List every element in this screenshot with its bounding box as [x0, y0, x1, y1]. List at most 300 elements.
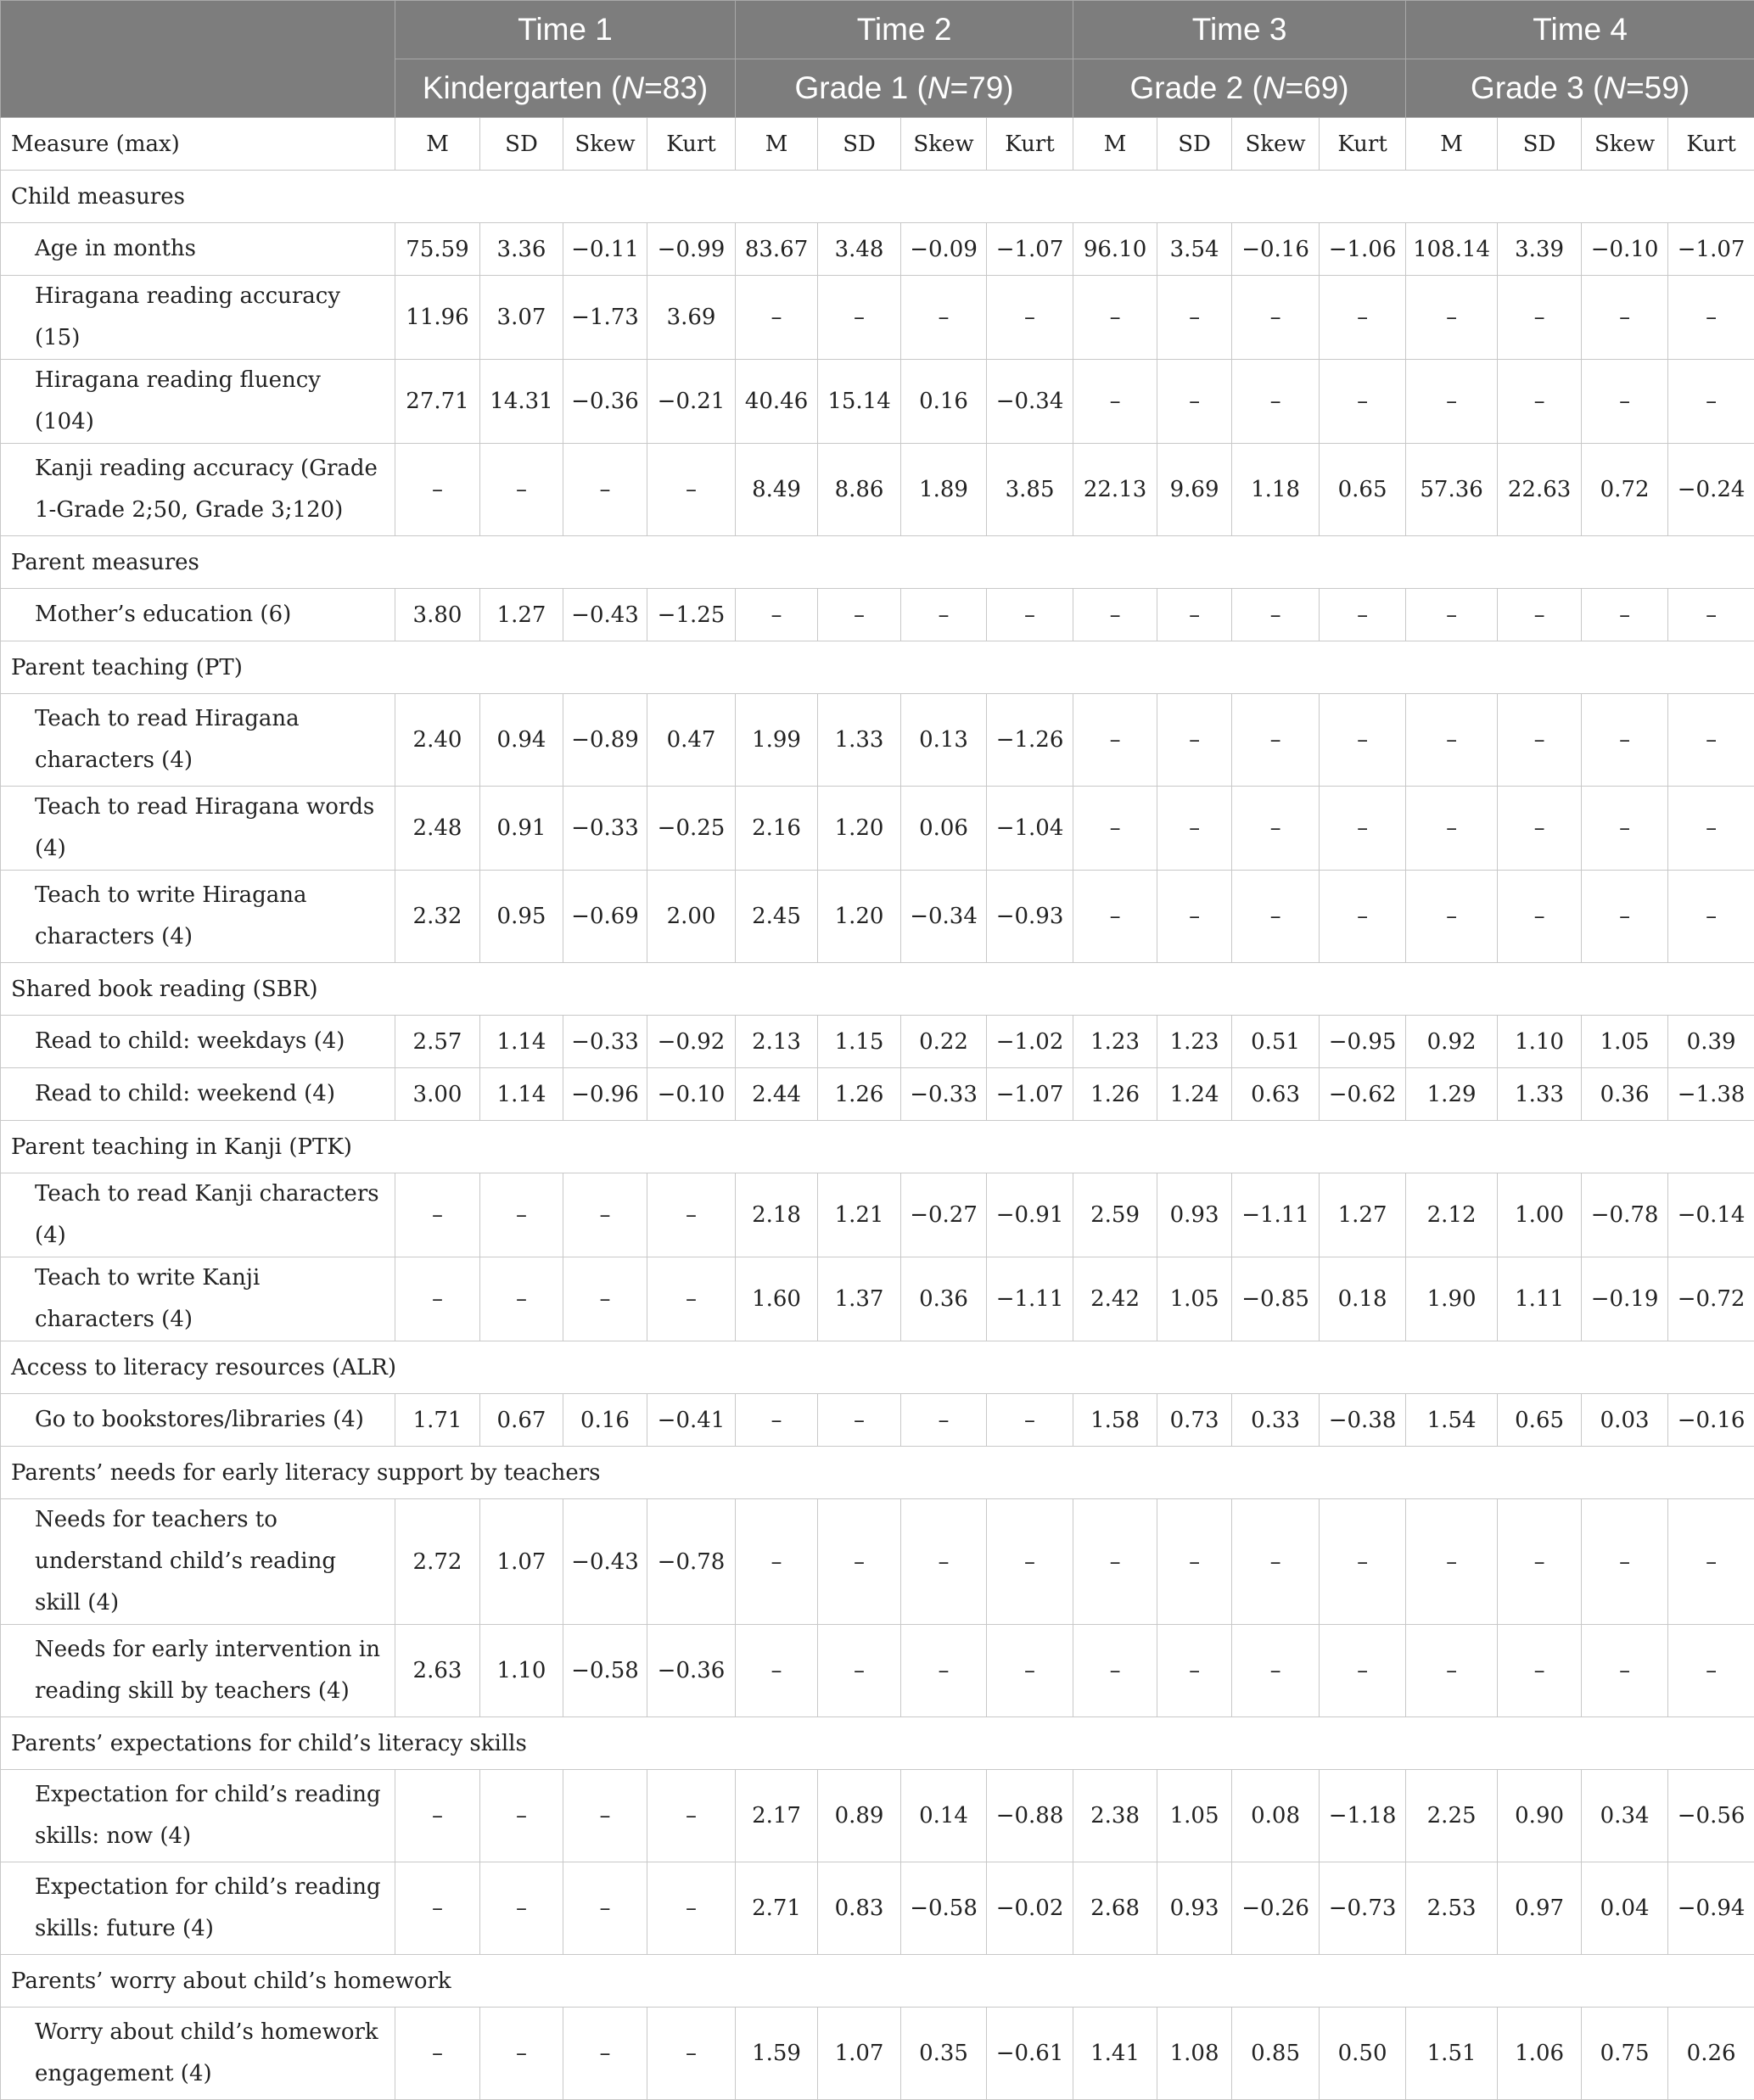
value-cell: 2.68 — [1073, 1862, 1157, 1955]
value-cell: −1.73 — [563, 276, 647, 360]
value-cell: – — [987, 276, 1073, 360]
value-cell: – — [647, 1257, 736, 1341]
value-cell: – — [818, 1625, 901, 1717]
value-cell: −0.94 — [1668, 1862, 1754, 1955]
section-heading: Parent measures — [1, 536, 1754, 589]
value-cell: 1.59 — [736, 2008, 818, 2100]
stat-header-m: M — [1073, 118, 1157, 171]
value-cell: – — [480, 1862, 563, 1955]
value-cell: – — [395, 1173, 480, 1257]
value-cell: 0.72 — [1582, 444, 1668, 536]
value-cell: 75.59 — [395, 223, 480, 276]
value-cell: – — [1073, 694, 1157, 787]
value-cell: – — [647, 2008, 736, 2100]
stat-header-kurt: Kurt — [1320, 118, 1406, 171]
time-header-2: Time 2 — [736, 1, 1073, 59]
value-cell: – — [563, 1862, 647, 1955]
value-cell: −0.58 — [901, 1862, 987, 1955]
value-cell: – — [1073, 1625, 1157, 1717]
value-cell: 1.33 — [818, 694, 901, 787]
value-cell: −0.41 — [647, 1394, 736, 1447]
value-cell: – — [1582, 360, 1668, 444]
value-cell: – — [647, 444, 736, 536]
value-cell: −0.34 — [987, 360, 1073, 444]
value-cell: – — [647, 1173, 736, 1257]
value-cell: −0.09 — [901, 223, 987, 276]
value-cell: 1.37 — [818, 1257, 901, 1341]
value-cell: 3.07 — [480, 276, 563, 360]
value-cell: −0.61 — [987, 2008, 1073, 2100]
value-cell: −1.07 — [987, 223, 1073, 276]
value-cell: −0.91 — [987, 1173, 1073, 1257]
value-cell: 1.05 — [1582, 1016, 1668, 1068]
value-cell: – — [1498, 871, 1582, 963]
value-cell: 0.08 — [1232, 1770, 1320, 1862]
value-cell: 1.29 — [1406, 1068, 1498, 1121]
value-cell: 2.59 — [1073, 1173, 1157, 1257]
section-row — [1, 1955, 1754, 2008]
measure-label: Hiragana reading fluency (104) — [1, 360, 395, 444]
value-cell: – — [1406, 589, 1498, 641]
measure-label: Worry about child’s homework engagement (4) — [1, 2008, 395, 2100]
value-cell: – — [395, 1862, 480, 1955]
value-cell: 0.93 — [1157, 1862, 1232, 1955]
value-cell: 1.15 — [818, 1016, 901, 1068]
value-cell: 2.63 — [395, 1625, 480, 1717]
value-cell: 2.16 — [736, 787, 818, 871]
value-cell: 0.18 — [1320, 1257, 1406, 1341]
table-row — [1, 589, 1754, 641]
value-cell: – — [1232, 1499, 1320, 1625]
measure-label: Age in months — [1, 223, 395, 276]
measure-label: Expectation for child’s reading skills: future (4) — [1, 1862, 395, 1955]
value-cell: 0.16 — [901, 360, 987, 444]
table-row — [1, 694, 1754, 787]
section-row — [1, 1717, 1754, 1770]
value-cell: 1.14 — [480, 1016, 563, 1068]
table-row — [1, 223, 1754, 276]
value-cell: – — [563, 1173, 647, 1257]
value-cell: – — [480, 1770, 563, 1862]
value-cell: – — [1320, 787, 1406, 871]
measure-label: Needs for early intervention in reading skill by teachers (4) — [1, 1625, 395, 1717]
value-cell: 1.54 — [1406, 1394, 1498, 1447]
value-cell: – — [1498, 589, 1582, 641]
value-cell: – — [647, 1862, 736, 1955]
value-cell: – — [1232, 787, 1320, 871]
value-cell: 2.38 — [1073, 1770, 1157, 1862]
value-cell: −0.58 — [563, 1625, 647, 1717]
table-row — [1, 1770, 1754, 1862]
section-heading: Parents’ needs for early literacy support by teachers — [1, 1447, 1754, 1499]
value-cell: 2.44 — [736, 1068, 818, 1121]
value-cell: 2.17 — [736, 1770, 818, 1862]
value-cell: 0.85 — [1232, 2008, 1320, 2100]
value-cell: 14.31 — [480, 360, 563, 444]
value-cell: – — [1406, 360, 1498, 444]
measure-label: Teach to read Hiragana words (4) — [1, 787, 395, 871]
value-cell: 0.33 — [1232, 1394, 1320, 1447]
value-cell: – — [1232, 694, 1320, 787]
value-cell: – — [1073, 1499, 1157, 1625]
value-cell: 1.18 — [1232, 444, 1320, 536]
value-cell: 0.93 — [1157, 1173, 1232, 1257]
value-cell: – — [1668, 694, 1754, 787]
value-cell: 3.39 — [1498, 223, 1582, 276]
value-cell: – — [901, 1499, 987, 1625]
value-cell: – — [1668, 1625, 1754, 1717]
value-cell: −0.27 — [901, 1173, 987, 1257]
value-cell: 0.04 — [1582, 1862, 1668, 1955]
value-cell: 1.21 — [818, 1173, 901, 1257]
value-cell: – — [1582, 589, 1668, 641]
value-cell: −0.19 — [1582, 1257, 1668, 1341]
value-cell: 1.07 — [818, 2008, 901, 2100]
value-cell: 9.69 — [1157, 444, 1232, 536]
value-cell: −0.10 — [647, 1068, 736, 1121]
measure-column-header: Measure (max) — [1, 118, 395, 171]
measure-label: Read to child: weekdays (4) — [1, 1016, 395, 1068]
value-cell: – — [1498, 1625, 1582, 1717]
value-cell: 0.92 — [1406, 1016, 1498, 1068]
measure-label: Needs for teachers to understand child’s reading skill (4) — [1, 1499, 395, 1625]
value-cell: 1.27 — [1320, 1173, 1406, 1257]
value-cell: – — [1073, 360, 1157, 444]
value-cell: −0.16 — [1232, 223, 1320, 276]
value-cell: 1.07 — [480, 1499, 563, 1625]
value-cell: 1.00 — [1498, 1173, 1582, 1257]
value-cell: 2.32 — [395, 871, 480, 963]
value-cell: – — [1232, 360, 1320, 444]
section-heading: Parents’ worry about child’s homework — [1, 1955, 1754, 2008]
value-cell: 57.36 — [1406, 444, 1498, 536]
value-cell: – — [1157, 1625, 1232, 1717]
value-cell: – — [1232, 276, 1320, 360]
value-cell: −0.92 — [647, 1016, 736, 1068]
value-cell: – — [1157, 589, 1232, 641]
section-row — [1, 1121, 1754, 1173]
value-cell: – — [987, 1394, 1073, 1447]
value-cell: 0.06 — [901, 787, 987, 871]
value-cell: −0.33 — [563, 787, 647, 871]
value-cell: 3.80 — [395, 589, 480, 641]
value-cell: 0.14 — [901, 1770, 987, 1862]
value-cell: −0.24 — [1668, 444, 1754, 536]
section-heading: Shared book reading (SBR) — [1, 963, 1754, 1016]
value-cell: 0.65 — [1498, 1394, 1582, 1447]
measure-label: Expectation for child’s reading skills: now (4) — [1, 1770, 395, 1862]
value-cell: −0.26 — [1232, 1862, 1320, 1955]
value-cell: – — [1157, 787, 1232, 871]
value-cell: – — [1232, 589, 1320, 641]
value-cell: – — [1320, 276, 1406, 360]
value-cell: 2.18 — [736, 1173, 818, 1257]
value-cell: – — [1320, 871, 1406, 963]
value-cell: – — [1232, 1625, 1320, 1717]
value-cell: 2.25 — [1406, 1770, 1498, 1862]
value-cell: 11.96 — [395, 276, 480, 360]
value-cell: −1.02 — [987, 1016, 1073, 1068]
table-row — [1, 1016, 1754, 1068]
value-cell: −1.18 — [1320, 1770, 1406, 1862]
section-row — [1, 1341, 1754, 1394]
table-row — [1, 787, 1754, 871]
value-cell: 0.36 — [1582, 1068, 1668, 1121]
table-row — [1, 2008, 1754, 2100]
measure-label: Read to child: weekend (4) — [1, 1068, 395, 1121]
value-cell: 1.89 — [901, 444, 987, 536]
value-cell: 1.26 — [818, 1068, 901, 1121]
value-cell: −0.93 — [987, 871, 1073, 963]
value-cell: 0.89 — [818, 1770, 901, 1862]
measure-label: Teach to read Kanji characters (4) — [1, 1173, 395, 1257]
value-cell: 0.34 — [1582, 1770, 1668, 1862]
value-cell: 0.51 — [1232, 1016, 1320, 1068]
value-cell: – — [1668, 1499, 1754, 1625]
value-cell: 0.83 — [818, 1862, 901, 1955]
value-cell: – — [1320, 694, 1406, 787]
value-cell: 22.63 — [1498, 444, 1582, 536]
value-cell: 0.91 — [480, 787, 563, 871]
value-cell: 2.48 — [395, 787, 480, 871]
stat-header-skew: Skew — [1582, 118, 1668, 171]
stat-header-sd: SD — [818, 118, 901, 171]
value-cell: 0.73 — [1157, 1394, 1232, 1447]
measure-label: Go to bookstores/libraries (4) — [1, 1394, 395, 1447]
value-cell: 83.67 — [736, 223, 818, 276]
group-header-1: Kindergarten (N=83) — [395, 59, 736, 118]
value-cell: 0.94 — [480, 694, 563, 787]
value-cell: – — [563, 2008, 647, 2100]
value-cell: – — [736, 1499, 818, 1625]
value-cell: – — [1406, 276, 1498, 360]
value-cell: 1.24 — [1157, 1068, 1232, 1121]
value-cell: – — [1406, 1499, 1498, 1625]
section-heading: Child measures — [1, 171, 1754, 223]
stat-header-m: M — [736, 118, 818, 171]
value-cell: 2.13 — [736, 1016, 818, 1068]
value-cell: – — [987, 1625, 1073, 1717]
group-header-2: Grade 1 (N=79) — [736, 59, 1073, 118]
value-cell: 3.69 — [647, 276, 736, 360]
table-row — [1, 1499, 1754, 1625]
stat-header-m: M — [395, 118, 480, 171]
value-cell: 1.90 — [1406, 1257, 1498, 1341]
value-cell: −1.07 — [1668, 223, 1754, 276]
measure-label: Teach to read Hiragana characters (4) — [1, 694, 395, 787]
value-cell: – — [1320, 589, 1406, 641]
value-cell: – — [1073, 276, 1157, 360]
value-cell: – — [563, 1770, 647, 1862]
value-cell: – — [1157, 1499, 1232, 1625]
value-cell: – — [1668, 871, 1754, 963]
value-cell: – — [1498, 276, 1582, 360]
value-cell: 1.58 — [1073, 1394, 1157, 1447]
value-cell: −1.25 — [647, 589, 736, 641]
value-cell: 1.14 — [480, 1068, 563, 1121]
value-cell: – — [1582, 1499, 1668, 1625]
measure-label: Hiragana reading accuracy (15) — [1, 276, 395, 360]
value-cell: 1.10 — [1498, 1016, 1582, 1068]
value-cell: – — [480, 1173, 563, 1257]
measure-label: Teach to write Hiragana characters (4) — [1, 871, 395, 963]
time-header-3: Time 3 — [1073, 1, 1406, 59]
value-cell: 0.22 — [901, 1016, 987, 1068]
value-cell: −0.43 — [563, 1499, 647, 1625]
value-cell: 0.13 — [901, 694, 987, 787]
value-cell: 1.20 — [818, 787, 901, 871]
value-cell: 1.23 — [1157, 1016, 1232, 1068]
table-row — [1, 276, 1754, 360]
value-cell: 1.33 — [1498, 1068, 1582, 1121]
time-header-4: Time 4 — [1406, 1, 1754, 59]
value-cell: 2.71 — [736, 1862, 818, 1955]
section-row — [1, 1447, 1754, 1499]
table-row — [1, 1625, 1754, 1717]
value-cell: −0.11 — [563, 223, 647, 276]
value-cell: – — [1406, 694, 1498, 787]
stat-header-sd: SD — [480, 118, 563, 171]
value-cell: – — [480, 2008, 563, 2100]
value-cell: – — [1498, 360, 1582, 444]
value-cell: −0.69 — [563, 871, 647, 963]
value-cell: −0.95 — [1320, 1016, 1406, 1068]
value-cell: 0.75 — [1582, 2008, 1668, 2100]
section-row — [1, 963, 1754, 1016]
value-cell: – — [395, 1770, 480, 1862]
value-cell: 1.06 — [1498, 2008, 1582, 2100]
group-header-4: Grade 3 (N=59) — [1406, 59, 1754, 118]
value-cell: 108.14 — [1406, 223, 1498, 276]
value-cell: – — [1582, 1625, 1668, 1717]
value-cell: – — [736, 1625, 818, 1717]
value-cell: 2.72 — [395, 1499, 480, 1625]
value-cell: 2.12 — [1406, 1173, 1498, 1257]
column-header-row — [1, 118, 1754, 171]
value-cell: −0.14 — [1668, 1173, 1754, 1257]
value-cell: −0.21 — [647, 360, 736, 444]
table-row — [1, 871, 1754, 963]
value-cell: 2.45 — [736, 871, 818, 963]
value-cell: −0.78 — [647, 1499, 736, 1625]
value-cell: 2.00 — [647, 871, 736, 963]
value-cell: – — [1157, 360, 1232, 444]
value-cell: – — [1232, 871, 1320, 963]
value-cell: 8.49 — [736, 444, 818, 536]
value-cell: −0.78 — [1582, 1173, 1668, 1257]
value-cell: – — [1582, 787, 1668, 871]
value-cell: – — [818, 276, 901, 360]
value-cell: 1.08 — [1157, 2008, 1232, 2100]
value-cell: 40.46 — [736, 360, 818, 444]
section-heading: Access to literacy resources (ALR) — [1, 1341, 1754, 1394]
value-cell: 3.48 — [818, 223, 901, 276]
value-cell: – — [736, 276, 818, 360]
value-cell: 27.71 — [395, 360, 480, 444]
value-cell: 1.27 — [480, 589, 563, 641]
value-cell: 0.50 — [1320, 2008, 1406, 2100]
value-cell: – — [1498, 1499, 1582, 1625]
value-cell: 0.47 — [647, 694, 736, 787]
stat-header-sd: SD — [1157, 118, 1232, 171]
value-cell: 2.42 — [1073, 1257, 1157, 1341]
measure-label: Teach to write Kanji characters (4) — [1, 1257, 395, 1341]
value-cell: −0.85 — [1232, 1257, 1320, 1341]
value-cell: 1.41 — [1073, 2008, 1157, 2100]
value-cell: 1.05 — [1157, 1257, 1232, 1341]
table-row — [1, 1257, 1754, 1341]
value-cell: – — [1157, 871, 1232, 963]
value-cell: 0.90 — [1498, 1770, 1582, 1862]
measure-label: Mother’s education (6) — [1, 589, 395, 641]
value-cell: – — [736, 589, 818, 641]
value-cell: 8.86 — [818, 444, 901, 536]
value-cell: −0.72 — [1668, 1257, 1754, 1341]
value-cell: −0.33 — [563, 1016, 647, 1068]
section-row — [1, 536, 1754, 589]
value-cell: – — [1498, 694, 1582, 787]
value-cell: −1.06 — [1320, 223, 1406, 276]
value-cell: 3.85 — [987, 444, 1073, 536]
value-cell: – — [395, 2008, 480, 2100]
value-cell: 0.16 — [563, 1394, 647, 1447]
table-row — [1, 1862, 1754, 1955]
value-cell: −0.38 — [1320, 1394, 1406, 1447]
value-cell: – — [563, 444, 647, 536]
value-cell: −0.02 — [987, 1862, 1073, 1955]
value-cell: −0.33 — [901, 1068, 987, 1121]
measure-label: Kanji reading accuracy (Grade 1-Grade 2;50, Grade 3;120) — [1, 444, 395, 536]
value-cell: 2.40 — [395, 694, 480, 787]
value-cell: 1.99 — [736, 694, 818, 787]
value-cell: −0.88 — [987, 1770, 1073, 1862]
value-cell: −0.62 — [1320, 1068, 1406, 1121]
section-row — [1, 171, 1754, 223]
value-cell: 0.26 — [1668, 2008, 1754, 2100]
value-cell: – — [1668, 589, 1754, 641]
value-cell: 0.36 — [901, 1257, 987, 1341]
value-cell: – — [395, 444, 480, 536]
value-cell: −0.34 — [901, 871, 987, 963]
stat-header-skew: Skew — [901, 118, 987, 171]
section-heading: Parent teaching in Kanji (PTK) — [1, 1121, 1754, 1173]
value-cell: −1.04 — [987, 787, 1073, 871]
section-heading: Parent teaching (PT) — [1, 641, 1754, 694]
value-cell: −0.16 — [1668, 1394, 1754, 1447]
section-heading: Parents’ expectations for child’s literacy skills — [1, 1717, 1754, 1770]
value-cell: −0.36 — [647, 1625, 736, 1717]
value-cell: – — [901, 1625, 987, 1717]
value-cell: −0.56 — [1668, 1770, 1754, 1862]
value-cell: 0.35 — [901, 2008, 987, 2100]
table-header — [1, 1, 1754, 118]
stat-header-sd: SD — [1498, 118, 1582, 171]
table-row — [1, 1173, 1754, 1257]
value-cell: – — [987, 589, 1073, 641]
value-cell: – — [1668, 276, 1754, 360]
value-cell: – — [1582, 871, 1668, 963]
value-cell: – — [1073, 589, 1157, 641]
value-cell: 1.10 — [480, 1625, 563, 1717]
value-cell: 1.05 — [1157, 1770, 1232, 1862]
value-cell: 0.39 — [1668, 1016, 1754, 1068]
value-cell: – — [1668, 787, 1754, 871]
stat-header-kurt: Kurt — [1668, 118, 1754, 171]
value-cell: 0.65 — [1320, 444, 1406, 536]
value-cell: 2.53 — [1406, 1862, 1498, 1955]
section-row — [1, 641, 1754, 694]
value-cell: – — [1406, 871, 1498, 963]
